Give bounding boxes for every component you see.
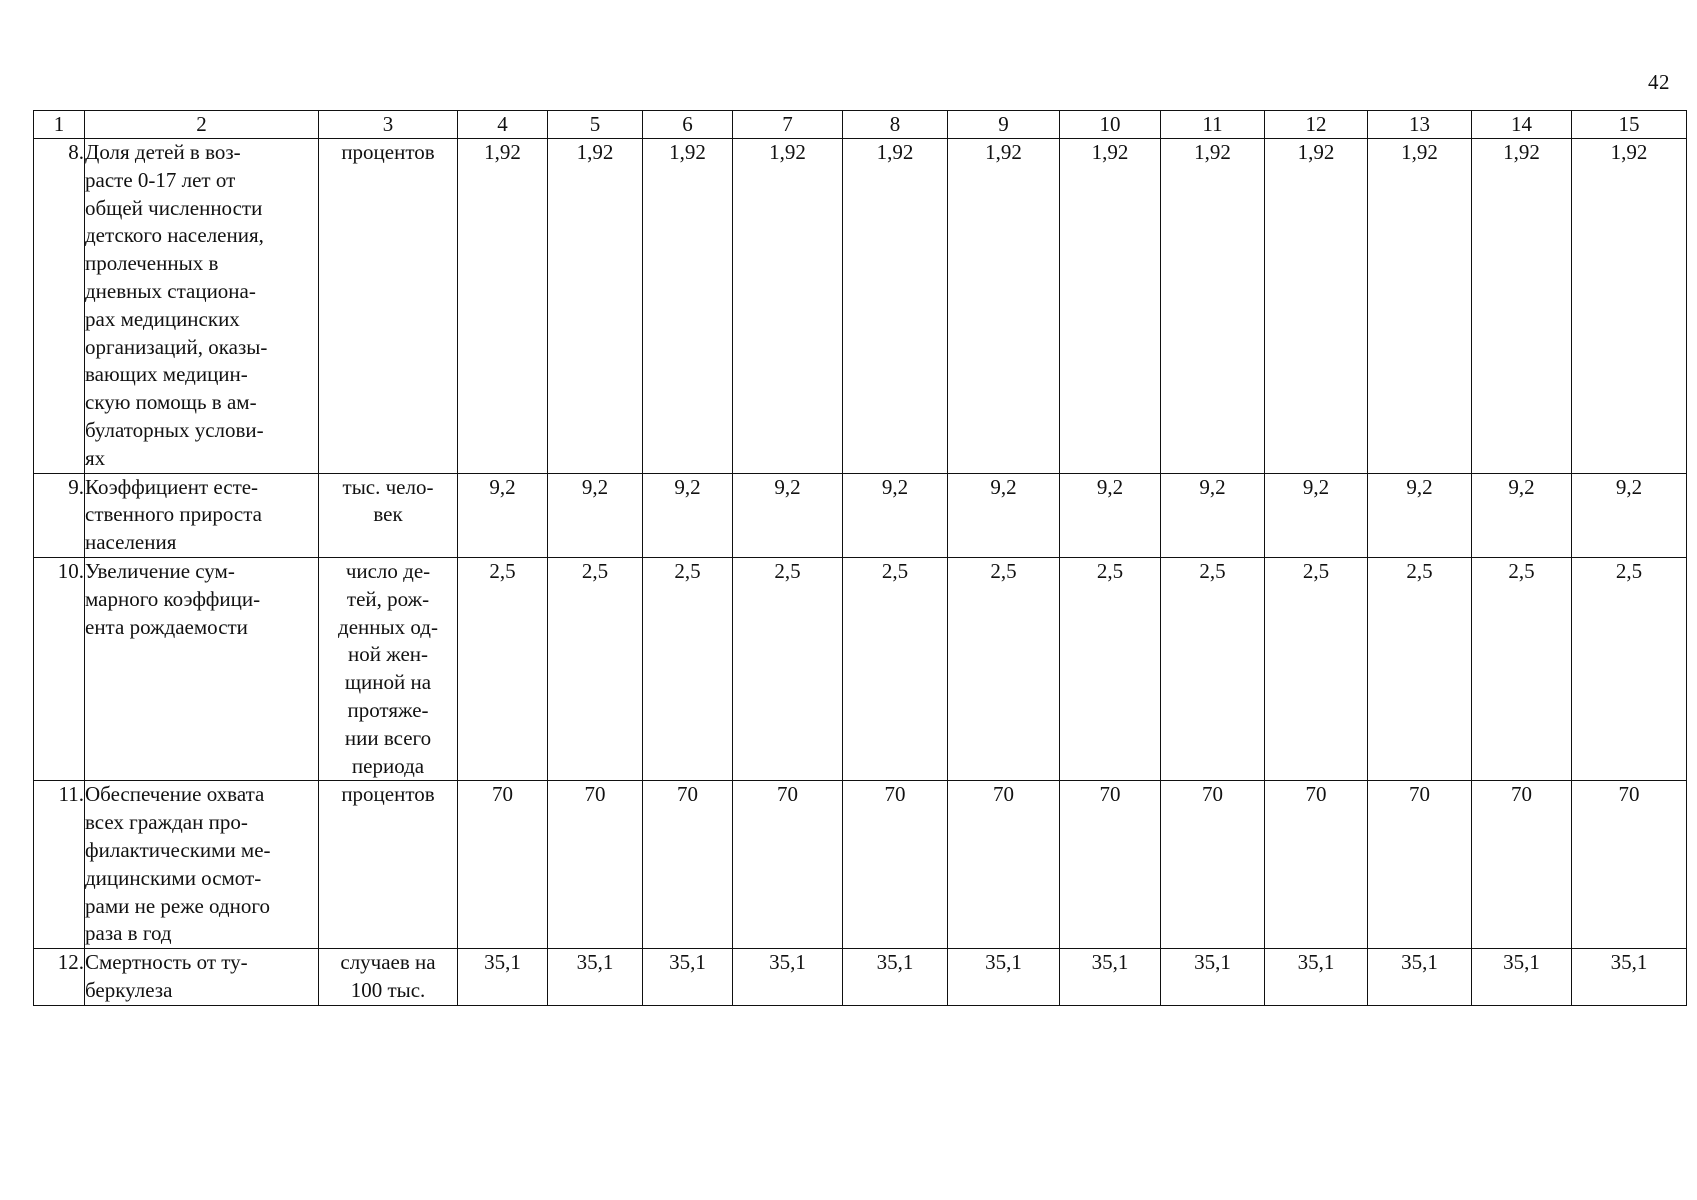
indicator-name-line: детского населения,	[85, 223, 264, 248]
indicator-name-line: общей численности	[85, 195, 263, 220]
indicator-name-cell	[85, 473, 319, 557]
value-cell: 35,1	[1572, 949, 1687, 1006]
unit-line: денных од-	[338, 614, 438, 639]
column-number-header-cell: 15	[1572, 111, 1687, 139]
unit-line: 100 тыс.	[350, 977, 426, 1002]
value-cell: 35,1	[548, 949, 643, 1006]
indicator-name-line: филактическими ме-	[85, 837, 271, 862]
value-cell: 70	[1572, 781, 1687, 949]
value-cell: 2,5	[948, 557, 1060, 780]
indicator-name-line: Смертность от ту-	[85, 950, 248, 975]
unit-cell	[319, 557, 458, 780]
indicator-name-line: организаций, оказы-	[85, 334, 268, 359]
indicator-name-line: беркулеза	[85, 977, 173, 1002]
value-cell: 1,92	[1161, 139, 1265, 474]
indicator-name-line: расте 0-17 лет от	[85, 167, 236, 192]
value-cell: 2,5	[1060, 557, 1161, 780]
indicator-name-line: Обеспечение охвата	[85, 782, 265, 807]
indicator-name-line: рах медицинских	[85, 306, 240, 331]
indicator-name-line: марного коэффици-	[85, 586, 261, 611]
column-number-header-cell: 12	[1265, 111, 1368, 139]
row-number-cell: 10.	[34, 557, 85, 780]
value-cell: 2,5	[1572, 557, 1687, 780]
value-cell: 2,5	[1161, 557, 1265, 780]
row-number-cell: 12.	[34, 949, 85, 1006]
unit-cell	[319, 139, 458, 474]
value-cell: 1,92	[948, 139, 1060, 474]
indicator-name-line: дицинскими осмот-	[85, 865, 262, 890]
column-number-header-cell: 7	[733, 111, 843, 139]
value-cell: 35,1	[1161, 949, 1265, 1006]
indicator-name-cell	[85, 949, 319, 1006]
row-number-cell: 8.	[34, 139, 85, 474]
value-cell: 9,2	[1060, 473, 1161, 557]
column-number-header-cell: 13	[1368, 111, 1472, 139]
value-cell: 9,2	[1572, 473, 1687, 557]
value-cell: 9,2	[1472, 473, 1572, 557]
indicator-name-line: булаторных услови-	[85, 417, 264, 442]
value-cell: 70	[1368, 781, 1472, 949]
indicator-name-line: вающих медицин-	[85, 362, 248, 387]
value-cell: 35,1	[948, 949, 1060, 1006]
unit-line: число де-	[345, 558, 431, 583]
column-number-header-cell: 1	[34, 111, 85, 139]
indicator-name-cell	[85, 781, 319, 949]
value-cell: 70	[1472, 781, 1572, 949]
unit-line: щиной на	[344, 670, 432, 695]
column-number-header-cell: 2	[85, 111, 319, 139]
value-cell: 1,92	[1572, 139, 1687, 474]
value-cell: 1,92	[1472, 139, 1572, 474]
value-cell: 9,2	[458, 473, 548, 557]
unit-line: протяже-	[347, 697, 429, 722]
table-row	[34, 557, 1687, 780]
unit-cell	[319, 473, 458, 557]
value-cell: 35,1	[733, 949, 843, 1006]
value-cell: 35,1	[1060, 949, 1161, 1006]
column-number-header-cell: 14	[1472, 111, 1572, 139]
value-cell: 1,92	[1265, 139, 1368, 474]
indicator-name-line: Доля детей в воз-	[85, 140, 241, 164]
value-cell: 9,2	[1265, 473, 1368, 557]
indicator-name-line: раза в год	[85, 921, 172, 946]
value-cell: 2,5	[643, 557, 733, 780]
column-number-header-cell: 11	[1161, 111, 1265, 139]
indicator-name-line: дневных стациона-	[85, 278, 256, 303]
indicator-name-cell	[85, 557, 319, 780]
column-number-header-cell: 9	[948, 111, 1060, 139]
unit-line: случаев на	[340, 950, 436, 975]
row-number-cell: 9.	[34, 473, 85, 557]
value-cell: 70	[733, 781, 843, 949]
unit-line: нии всего	[344, 725, 432, 750]
indicator-name-line: населения	[85, 530, 177, 555]
value-cell: 9,2	[843, 473, 948, 557]
column-number-header-cell: 8	[843, 111, 948, 139]
value-cell: 2,5	[1472, 557, 1572, 780]
column-number-header-cell: 4	[458, 111, 548, 139]
value-cell: 70	[643, 781, 733, 949]
value-cell: 9,2	[1368, 473, 1472, 557]
value-cell: 1,92	[733, 139, 843, 474]
value-cell: 35,1	[843, 949, 948, 1006]
value-cell: 70	[1161, 781, 1265, 949]
unit-line: периода	[351, 753, 425, 778]
table-row	[34, 139, 1687, 474]
value-cell: 35,1	[1265, 949, 1368, 1006]
value-cell: 9,2	[1161, 473, 1265, 557]
column-number-header-cell: 10	[1060, 111, 1161, 139]
value-cell: 2,5	[1265, 557, 1368, 780]
unit-line: ной жен-	[347, 642, 428, 667]
unit-line: тыс. чело-	[342, 474, 434, 499]
value-cell: 70	[1060, 781, 1161, 949]
value-cell: 70	[1265, 781, 1368, 949]
value-cell: 35,1	[1368, 949, 1472, 1006]
value-cell: 1,92	[458, 139, 548, 474]
unit-line: век	[373, 502, 403, 527]
value-cell: 70	[458, 781, 548, 949]
value-cell: 70	[548, 781, 643, 949]
indicators-table	[33, 110, 1687, 1006]
indicator-name-line: пролеченных в	[85, 251, 219, 276]
value-cell: 70	[948, 781, 1060, 949]
unit-line: процентов	[341, 782, 435, 807]
value-cell: 1,92	[1368, 139, 1472, 474]
value-cell: 1,92	[643, 139, 733, 474]
indicator-name-line: ента рождаемости	[85, 614, 248, 639]
value-cell: 35,1	[458, 949, 548, 1006]
value-cell: 9,2	[948, 473, 1060, 557]
unit-cell	[319, 781, 458, 949]
value-cell: 35,1	[643, 949, 733, 1006]
value-cell: 1,92	[548, 139, 643, 474]
value-cell: 2,5	[458, 557, 548, 780]
indicator-name-cell	[85, 139, 319, 474]
value-cell: 35,1	[1472, 949, 1572, 1006]
value-cell: 9,2	[643, 473, 733, 557]
indicator-name-line: Увеличение сум-	[85, 558, 235, 583]
row-number-cell: 11.	[34, 781, 85, 949]
indicator-name-line: скую помощь в ам-	[85, 390, 257, 415]
column-number-header-cell: 3	[319, 111, 458, 139]
indicator-name-line: ях	[85, 445, 106, 470]
value-cell: 9,2	[548, 473, 643, 557]
table-row	[34, 949, 1687, 1006]
value-cell: 2,5	[1368, 557, 1472, 780]
column-number-header-cell: 5	[548, 111, 643, 139]
value-cell: 2,5	[548, 557, 643, 780]
value-cell: 1,92	[1060, 139, 1161, 474]
page-number: 42	[1648, 70, 1670, 94]
indicator-name-line: всех граждан про-	[85, 810, 248, 835]
indicator-name-line: ственного прироста	[85, 502, 263, 527]
value-cell: 9,2	[733, 473, 843, 557]
value-cell: 70	[843, 781, 948, 949]
value-cell: 2,5	[843, 557, 948, 780]
unit-line: процентов	[341, 140, 435, 164]
table-row	[34, 473, 1687, 557]
value-cell: 2,5	[733, 557, 843, 780]
column-number-header-row	[34, 111, 1687, 139]
unit-line: тей, рож-	[346, 586, 430, 611]
indicator-name-line: Коэффициент есте-	[85, 474, 259, 499]
table-row	[34, 781, 1687, 949]
column-number-header-cell: 6	[643, 111, 733, 139]
indicator-name-line: рами не реже одного	[85, 893, 270, 918]
unit-cell	[319, 949, 458, 1006]
value-cell: 1,92	[843, 139, 948, 474]
